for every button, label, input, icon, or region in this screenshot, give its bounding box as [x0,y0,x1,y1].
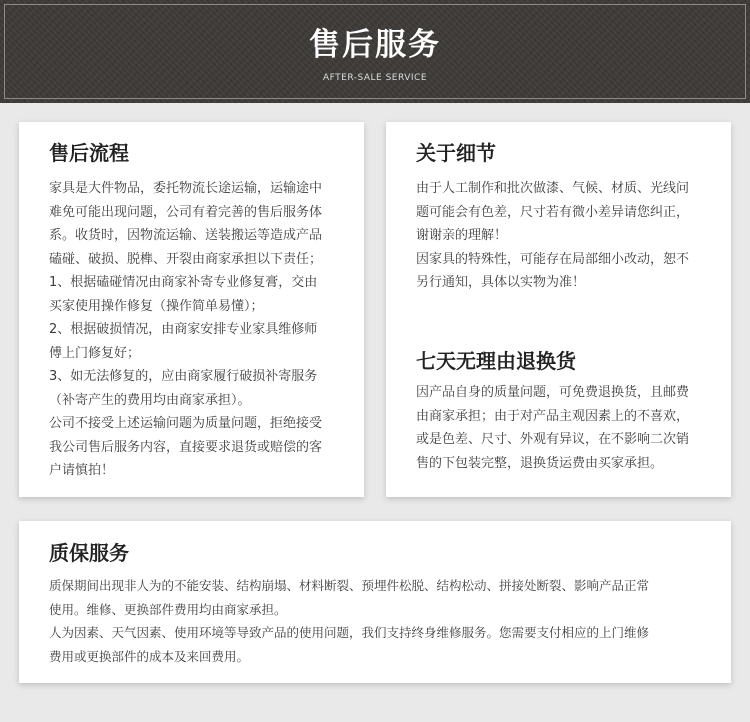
details-text [416,177,721,295]
returns-title: 七天无理由退换货 [416,349,576,373]
text-line: 公司不接受上述运输问题为质量问题，拒绝接受 [49,416,323,431]
text-line: 因产品自身的质量问题，可免费退换货，且邮费 [416,385,690,400]
text-line: 因家具的特殊性，可能存在局部细小改动，恕不 [416,251,690,267]
after-sales-process-card [19,122,364,497]
text-line: 1、根据磕碰情况由商家补寄专业修复膏，交由 [49,275,318,290]
warranty-card [19,521,731,683]
warranty-title: 质保服务 [49,541,129,565]
text-line: 户请慎拍！ [49,463,115,478]
text-line: （补寄产生的费用均由商家承担）。 [49,392,251,408]
text-line: 难免可能出现问题，公司有着完善的售后服务体 [49,204,323,220]
text-line: 由于人工制作和批次做漆、气候、材质、光线问 [416,181,690,196]
details-returns-card [386,122,731,497]
text-line: 2、根据破损情况，由商家安排专业家具维修师 [49,322,318,337]
text-line: 我公司售后服务内容，直接要求退货或赔偿的客 [49,439,323,455]
text-line: 人为因素、天气因素、使用环境等导致产品的使用问题，我们支持终身维修服务。您需要支付相应的上门维修 [49,625,650,640]
text-line: 费用或更换部件的成本及来回费用。 [49,648,250,664]
returns-text [416,381,721,475]
text-line: 题可能会有色差，尺寸若有微小差异请您纠正， [416,204,690,220]
warranty-text [49,574,724,668]
details-title: 关于细节 [416,141,496,165]
text-line: 系。收货时，因物流运输、送装搬运等造成产品 [49,228,323,243]
text-line: 买家使用操作修复（操作简单易懂）； [49,298,264,314]
text-line: 3、如无法修复的，应由商家履行破损补寄服务 [49,369,318,384]
banner-title: 售后服务 [309,27,441,63]
text-line: 使用。维修、更换部件费用均由商家承担。 [49,601,287,617]
text-line: 质保期间出现非人为的不能安装、结构崩塌、材料断裂、预埋件松脱、结构松动、拼接处断裂、影响产品正常 [49,578,650,593]
text-line: 傅上门修复好； [49,345,141,361]
text-line: 或是色差、尺寸、外观有异议，在不影响二次销 [416,432,690,447]
after-sales-process-text [49,177,354,483]
text-line: 磕碰、破损、脱榫、开裂由商家承担以下责任； [49,251,323,267]
after-sales-process-title: 售后流程 [49,141,129,165]
text-line: 谢谢亲的理解！ [416,228,508,243]
banner-subtitle: AFTER-SALE SERVICE [322,73,428,83]
text-line: 售的下包装完整，退换货运费由买家承担。 [416,455,664,471]
text-line: 由商家承担；由于对产品主观因素上的不喜欢， [416,408,690,424]
text-line: 另行通知，具体以实物为准！ [416,275,586,290]
header-banner [0,0,750,103]
text-line: 家具是大件物品，委托物流长途运输，运输途中 [49,181,323,196]
